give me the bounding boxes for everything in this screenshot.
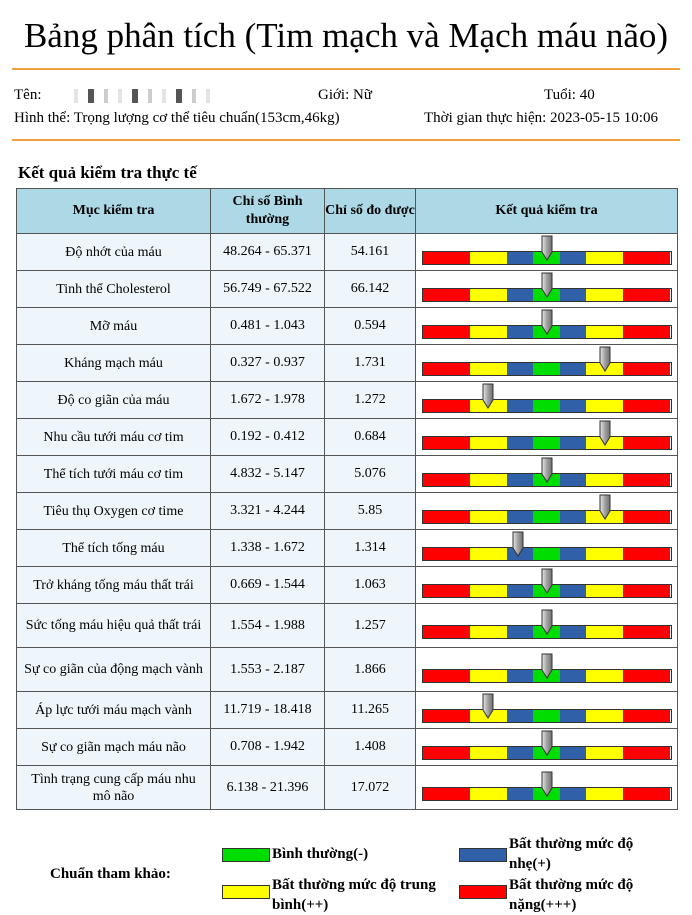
row-result-gauge	[416, 419, 678, 456]
legend-blue-swatch	[459, 848, 507, 862]
legend-mild: Bất thường mức độ nhẹ(+)	[509, 836, 634, 872]
row-result-gauge	[416, 567, 678, 604]
row-normal-range: 0.481 - 1.043	[211, 308, 325, 345]
row-measured-value: 1.408	[325, 729, 416, 766]
row-normal-range: 0.192 - 0.412	[211, 419, 325, 456]
gauge-pointer-icon	[512, 531, 524, 557]
row-result-gauge	[416, 271, 678, 308]
row-normal-range: 11.719 - 18.418	[211, 692, 325, 729]
row-measured-value: 1.314	[325, 530, 416, 567]
row-measured-value: 11.265	[325, 692, 416, 729]
row-item-name: Kháng mạch máu	[17, 345, 211, 382]
row-result-gauge	[416, 234, 678, 271]
gauge-pointer-icon	[482, 383, 494, 409]
row-result-gauge	[416, 692, 678, 729]
legend-normal: Bình thường(-)	[272, 846, 369, 862]
gauge-bar	[422, 510, 672, 524]
gauge-bar	[422, 669, 672, 683]
gauge-pointer-icon	[599, 494, 611, 520]
row-normal-range: 48.264 - 65.371	[211, 234, 325, 271]
row-normal-range: 6.138 - 21.396	[211, 766, 325, 810]
header-normal: Chỉ số Bình thường	[211, 189, 325, 234]
row-result-gauge	[416, 729, 678, 766]
age-field: Tuổi: 40	[544, 87, 595, 103]
row-measured-value: 5.076	[325, 456, 416, 493]
table-row	[17, 234, 678, 271]
gauge-bar	[422, 547, 672, 561]
gauge-bar	[422, 746, 672, 760]
gender-field: Giới: Nữ	[318, 87, 372, 103]
gauge-bar	[422, 399, 672, 413]
row-normal-range: 3.321 - 4.244	[211, 493, 325, 530]
row-result-gauge	[416, 766, 678, 810]
top-divider	[12, 68, 680, 70]
row-item-name: Nhu cầu tưới máu cơ tim	[17, 419, 211, 456]
results-table	[16, 188, 678, 810]
info-divider	[12, 139, 680, 141]
row-result-gauge	[416, 530, 678, 567]
row-item-name: Tinh thể Cholesterol	[17, 271, 211, 308]
legend-title: Chuẩn tham khảo:	[50, 866, 171, 882]
row-measured-value: 54.161	[325, 234, 416, 271]
row-result-gauge	[416, 493, 678, 530]
row-result-gauge	[416, 308, 678, 345]
row-measured-value: 5.85	[325, 493, 416, 530]
table-header-row	[17, 189, 678, 234]
gauge-bar	[422, 288, 672, 302]
table-row	[17, 345, 678, 382]
row-item-name: Sự co giãn mạch máu não	[17, 729, 211, 766]
gauge-bar	[422, 787, 672, 801]
row-result-gauge	[416, 345, 678, 382]
row-normal-range: 56.749 - 67.522	[211, 271, 325, 308]
row-item-name: Áp lực tưới máu mạch vành	[17, 692, 211, 729]
table-row	[17, 271, 678, 308]
table-row	[17, 766, 678, 810]
row-measured-value: 0.684	[325, 419, 416, 456]
gauge-pointer-icon	[541, 730, 553, 756]
table-row	[17, 648, 678, 692]
gauge-bar	[422, 362, 672, 376]
row-item-name: Sự co giãn của động mạch vành	[17, 648, 211, 692]
gauge-bar	[422, 709, 672, 723]
table-row	[17, 308, 678, 345]
gauge-pointer-icon	[541, 568, 553, 594]
row-item-name: Độ nhớt của máu	[17, 234, 211, 271]
table-row	[17, 567, 678, 604]
row-item-name: Tình trạng cung cấp máu nhu mô não	[17, 766, 211, 810]
row-result-gauge	[416, 648, 678, 692]
row-result-gauge	[416, 456, 678, 493]
legend-green-swatch	[222, 848, 270, 862]
legend-yellow-swatch	[222, 885, 270, 899]
gauge-pointer-icon	[541, 771, 553, 797]
gauge-pointer-icon	[541, 457, 553, 483]
body-type-field: Hình thể: Trọng lượng cơ thể tiêu chuẩn(153cm,46kg)	[14, 110, 340, 126]
row-normal-range: 1.672 - 1.978	[211, 382, 325, 419]
table-row	[17, 419, 678, 456]
gauge-pointer-icon	[541, 235, 553, 261]
legend-severe: Bất thường mức độ nặng(+++)	[509, 877, 634, 913]
gauge-pointer-icon	[541, 272, 553, 298]
row-item-name: Sức tống máu hiệu quả thất trái	[17, 604, 211, 648]
row-item-name: Mỡ máu	[17, 308, 211, 345]
row-item-name: Tiêu thụ Oxygen cơ time	[17, 493, 211, 530]
gauge-bar	[422, 436, 672, 450]
section-title: Kết quả kiểm tra thực tế	[18, 163, 197, 182]
row-item-name: Trở kháng tống máu thất trái	[17, 567, 211, 604]
legend-red-swatch	[459, 885, 507, 899]
legend-moderate: Bất thường mức độ trung bình(++)	[272, 877, 436, 913]
row-result-gauge	[416, 382, 678, 419]
gauge-bar	[422, 473, 672, 487]
header-item: Mục kiểm tra	[17, 189, 211, 234]
table-row	[17, 604, 678, 648]
gauge-pointer-icon	[541, 609, 553, 635]
gauge-pointer-icon	[541, 653, 553, 679]
row-measured-value: 1.731	[325, 345, 416, 382]
row-measured-value: 1.257	[325, 604, 416, 648]
row-measured-value: 0.594	[325, 308, 416, 345]
row-measured-value: 1.063	[325, 567, 416, 604]
page-title: Bảng phân tích (Tim mạch và Mạch máu não)	[23, 16, 669, 55]
row-normal-range: 0.708 - 1.942	[211, 729, 325, 766]
row-result-gauge	[416, 604, 678, 648]
table-row	[17, 382, 678, 419]
name-field	[14, 86, 214, 104]
table-body	[17, 234, 678, 810]
table-row	[17, 729, 678, 766]
row-item-name: Thể tích tống máu	[17, 530, 211, 567]
gauge-bar	[422, 251, 672, 265]
row-normal-range: 0.327 - 0.937	[211, 345, 325, 382]
gauge-bar	[422, 625, 672, 639]
gauge-pointer-icon	[482, 693, 494, 719]
gauge-pointer-icon	[599, 420, 611, 446]
row-normal-range: 1.338 - 1.672	[211, 530, 325, 567]
row-measured-value: 66.142	[325, 271, 416, 308]
gauge-bar	[422, 325, 672, 339]
row-measured-value: 17.072	[325, 766, 416, 810]
gauge-pointer-icon	[541, 309, 553, 335]
header-measured: Chỉ số đo được	[325, 189, 416, 234]
row-measured-value: 1.272	[325, 382, 416, 419]
name-label: Tên:	[14, 87, 42, 103]
gauge-pointer-icon	[599, 346, 611, 372]
table-row	[17, 456, 678, 493]
row-item-name: Thể tích tưới máu cơ tim	[17, 456, 211, 493]
gauge-bar	[422, 584, 672, 598]
row-measured-value: 1.866	[325, 648, 416, 692]
header-result: Kết quả kiểm tra	[416, 189, 678, 234]
row-item-name: Độ co giãn của máu	[17, 382, 211, 419]
exam-time-field: Thời gian thực hiện: 2023-05-15 10:06	[424, 110, 658, 126]
row-normal-range: 1.553 - 2.187	[211, 648, 325, 692]
table-row	[17, 493, 678, 530]
row-normal-range: 0.669 - 1.544	[211, 567, 325, 604]
table-row	[17, 692, 678, 729]
row-normal-range: 1.554 - 1.988	[211, 604, 325, 648]
table-row	[17, 530, 678, 567]
redacted-name	[64, 89, 214, 103]
row-normal-range: 4.832 - 5.147	[211, 456, 325, 493]
